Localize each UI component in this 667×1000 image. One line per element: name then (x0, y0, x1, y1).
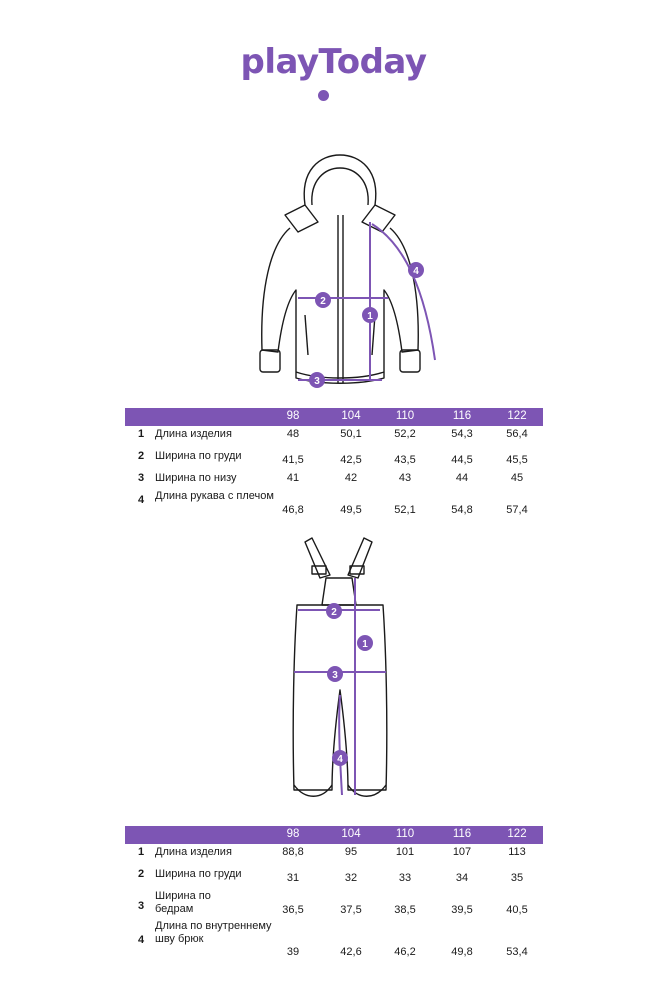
row-value: 44,5 (451, 454, 473, 466)
row-value: 41 (286, 472, 300, 484)
row-value: 48 (286, 428, 300, 440)
size-110: 110 (395, 828, 415, 840)
row-value: 88,8 (282, 846, 304, 858)
overalls-marker-2: 2 (331, 607, 337, 618)
row-number: 4 (138, 494, 145, 506)
brand-logo: playToday (240, 42, 427, 82)
row-value: 42,5 (340, 454, 362, 466)
row-value: 39 (286, 946, 300, 958)
row-value: 46,2 (394, 946, 416, 958)
jacket-marker-3: 3 (314, 376, 320, 387)
row-label: Длина по внутреннему шву брюк (155, 920, 272, 945)
row-value: 44 (455, 472, 469, 484)
size-116: 116 (452, 410, 472, 422)
row-label: Ширина по груди (155, 450, 242, 462)
jacket-illustration (0, 150, 667, 400)
row-value: 45,5 (506, 454, 528, 466)
overalls-marker-3: 3 (332, 670, 338, 681)
row-label: Ширина по груди (155, 868, 242, 880)
row-label: Ширина по бедрам (155, 890, 211, 915)
row-value: 107 (452, 846, 472, 858)
row-value: 49,5 (340, 504, 362, 516)
jacket-marker-4: 4 (413, 266, 419, 277)
row-value: 52,1 (394, 504, 416, 516)
row-value: 41,5 (282, 454, 304, 466)
row-value: 53,4 (506, 946, 528, 958)
row-value: 39,5 (451, 904, 473, 916)
row-label: Длина рукава с плечом (155, 490, 274, 502)
size-98: 98 (286, 828, 300, 840)
size-104: 104 (341, 410, 361, 422)
row-value: 43,5 (394, 454, 416, 466)
row-value: 40,5 (506, 904, 528, 916)
row-value: 56,4 (506, 428, 528, 440)
row-label: Ширина по низу (155, 472, 237, 484)
row-value: 54,3 (451, 428, 473, 440)
size-116: 116 (452, 828, 472, 840)
jacket-marker-1: 1 (367, 311, 373, 322)
row-value: 113 (508, 846, 526, 858)
row-number: 2 (138, 450, 145, 462)
size-122: 122 (507, 828, 527, 840)
row-number: 3 (138, 472, 145, 484)
row-value: 49,8 (451, 946, 473, 958)
overalls-marker-1: 1 (362, 639, 368, 650)
row-number: 2 (138, 868, 145, 880)
row-label: Длина изделия (155, 428, 232, 440)
overalls-marker-4: 4 (337, 754, 343, 765)
row-value: 34 (455, 872, 469, 884)
row-value: 33 (398, 872, 412, 884)
row-number: 3 (138, 900, 145, 912)
row-value: 32 (344, 872, 358, 884)
size-104: 104 (341, 828, 361, 840)
size-98: 98 (286, 410, 300, 422)
table-header (125, 826, 543, 844)
table-header (125, 408, 543, 426)
jacket-size-table (125, 408, 543, 520)
size-110: 110 (395, 410, 415, 422)
row-value: 95 (344, 846, 358, 858)
row-value: 36,5 (282, 904, 304, 916)
row-label: Длина изделия (155, 846, 232, 858)
jacket-marker-2: 2 (320, 296, 326, 307)
logo-dot (318, 90, 329, 101)
row-value: 37,5 (340, 904, 362, 916)
row-value: 54,8 (451, 504, 473, 516)
row-value: 35 (510, 872, 524, 884)
row-value: 45 (510, 472, 524, 484)
row-value: 101 (395, 846, 415, 858)
row-value: 57,4 (506, 504, 528, 516)
row-value: 43 (398, 472, 412, 484)
row-value: 50,1 (340, 428, 362, 440)
overalls-size-table (125, 826, 543, 966)
row-value: 38,5 (394, 904, 416, 916)
size-122: 122 (507, 410, 527, 422)
row-number: 1 (138, 428, 145, 440)
row-value: 52,2 (394, 428, 416, 440)
row-number: 4 (138, 934, 145, 946)
row-value: 42,6 (340, 946, 362, 958)
row-value: 46,8 (282, 504, 304, 516)
row-number: 1 (138, 846, 145, 858)
row-value: 42 (344, 472, 358, 484)
overalls-illustration (0, 530, 667, 810)
row-value: 31 (286, 872, 300, 884)
